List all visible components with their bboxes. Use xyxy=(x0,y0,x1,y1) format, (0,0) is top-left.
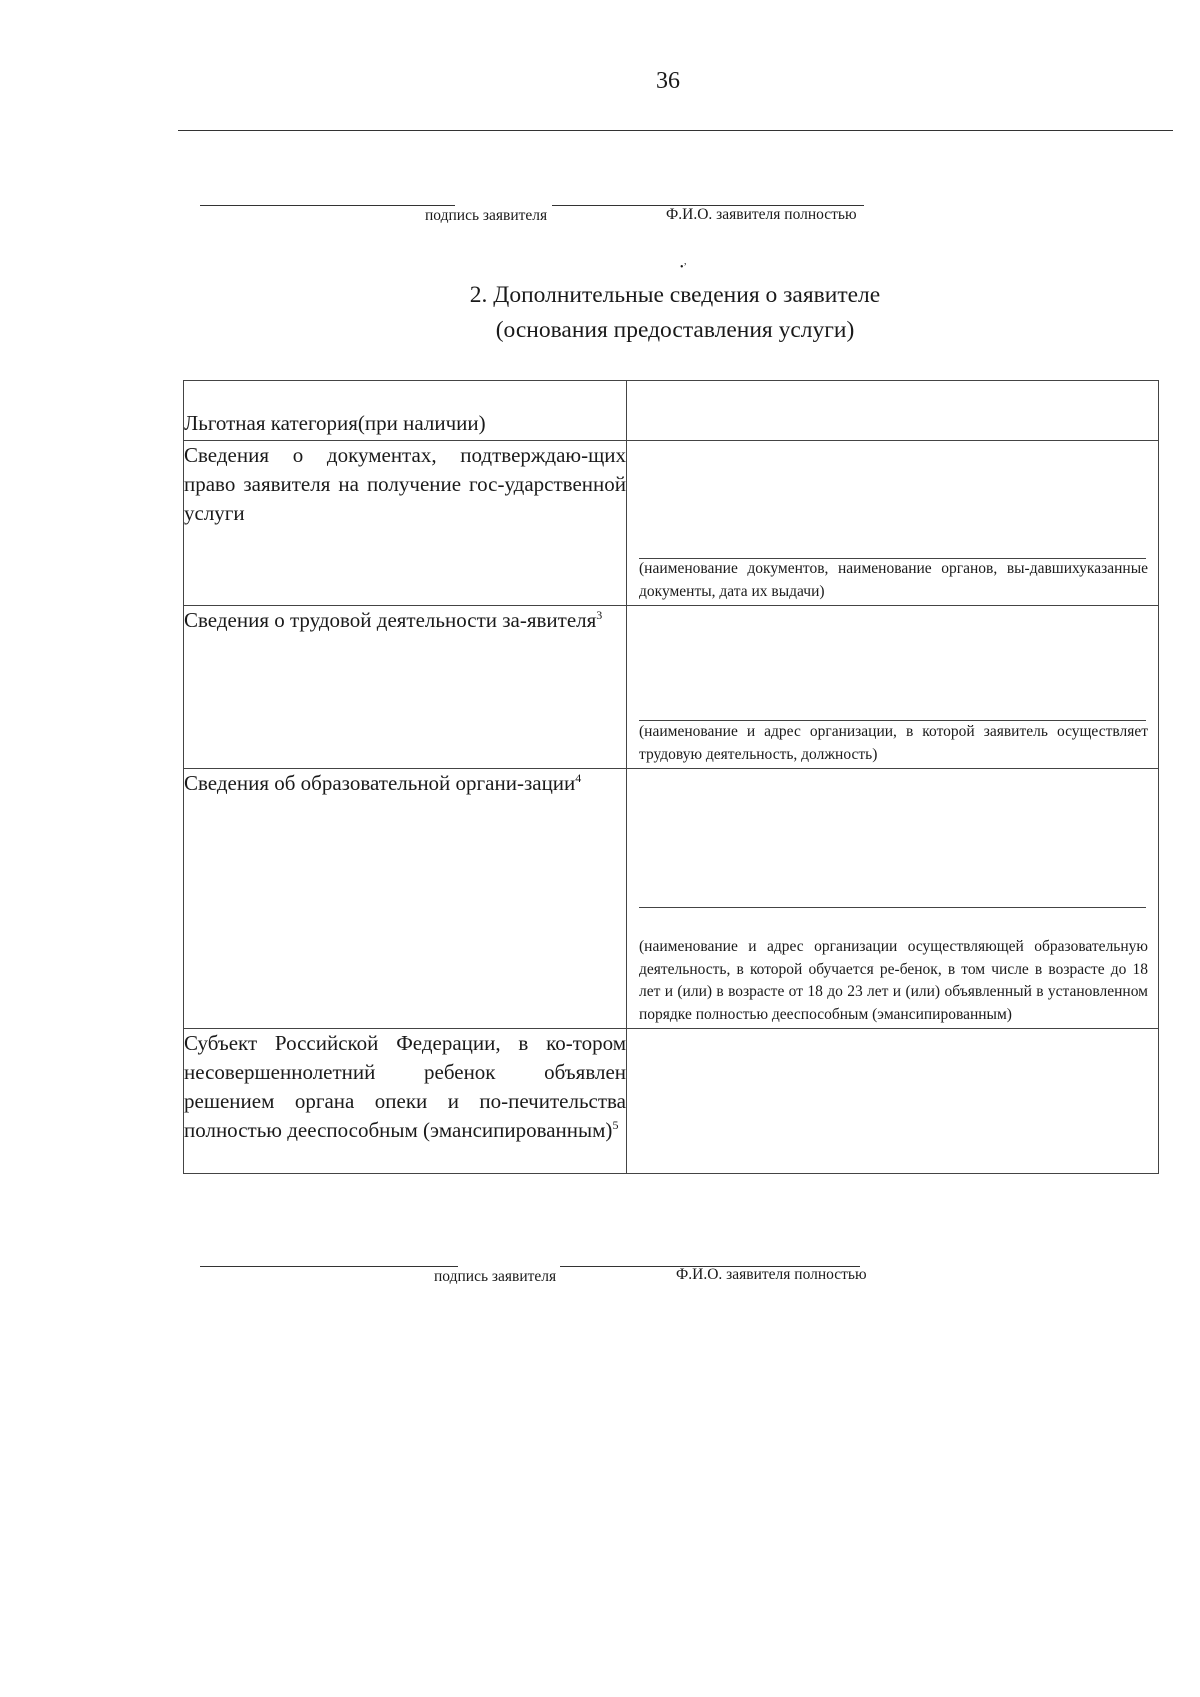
education-field[interactable] xyxy=(627,769,1159,1029)
benefit-category-field[interactable] xyxy=(627,381,1159,441)
table-row xyxy=(184,1029,1159,1174)
row-label-text: Сведения о документах, подтверждаю-щих право заявителя на получение гос-ударственной услуги xyxy=(184,443,626,525)
page-number: 36 xyxy=(656,68,680,94)
fill-line xyxy=(639,907,1146,908)
education-hint: (наименование и адрес организации осуществляющей образовательную деятельность, в которой обучается ре-бенок, в том числе в возрасте до 18 лет и (или) в возрасте от 18 до 23 лет и (или) объявленный в установленном порядке полностью дееспособным (эмансипированным) xyxy=(639,938,1148,1023)
employment-label xyxy=(184,606,627,769)
signature-line xyxy=(200,205,455,206)
header-rule xyxy=(178,130,1173,131)
footnote-mark: 5 xyxy=(612,1118,619,1132)
section-title-line-2: (основания предоставления услуги) xyxy=(495,317,855,343)
employment-field[interactable] xyxy=(627,606,1159,769)
section-title-line-1: 2. Дополнительные сведения о заявителе xyxy=(469,282,881,308)
row-label-text: Субъект Российской Федерации, в ко-тором несовершеннолетний ребенок объявлен решением органа опеки и по-печительства полностью дееспособным (эмансипированным) xyxy=(184,1031,626,1142)
benefit-category-label xyxy=(184,381,627,441)
scan-dot: •’ xyxy=(680,262,687,273)
table-row xyxy=(184,769,1159,1029)
federal-subject-label xyxy=(184,1029,627,1174)
education-label xyxy=(184,769,627,1029)
employment-hint: (наименование и адрес организации, в которой заявитель осуществляет трудовую деятельность, должность) xyxy=(639,723,1148,763)
signature-line xyxy=(200,1266,458,1267)
name-label: Ф.И.О. заявителя полностью xyxy=(666,206,857,223)
signature-label: подпись заявителя xyxy=(425,207,548,224)
row-label-text: Сведения о трудовой деятельности за-явителя xyxy=(184,608,597,632)
table-row xyxy=(184,441,1159,606)
federal-subject-field[interactable] xyxy=(627,1029,1159,1174)
documents-hint: (наименование документов, наименование органов, вы-давшихуказанные документы, дата их выдачи) xyxy=(639,560,1148,600)
row-label-text: Льготная категория(при наличии) xyxy=(184,411,486,435)
table-row xyxy=(184,381,1159,441)
documents-field[interactable] xyxy=(627,441,1159,606)
signature-label: подпись заявителя xyxy=(434,1268,557,1285)
table-row xyxy=(184,606,1159,769)
documents-label xyxy=(184,441,627,606)
footnote-mark: 3 xyxy=(596,608,603,622)
row-label-text: Сведения об образовательной органи-зации xyxy=(184,771,576,795)
name-label: Ф.И.О. заявителя полностью xyxy=(676,1266,867,1283)
section-title xyxy=(75,278,1200,348)
applicant-info-table xyxy=(183,380,1159,1174)
footnote-mark: 4 xyxy=(575,771,582,785)
